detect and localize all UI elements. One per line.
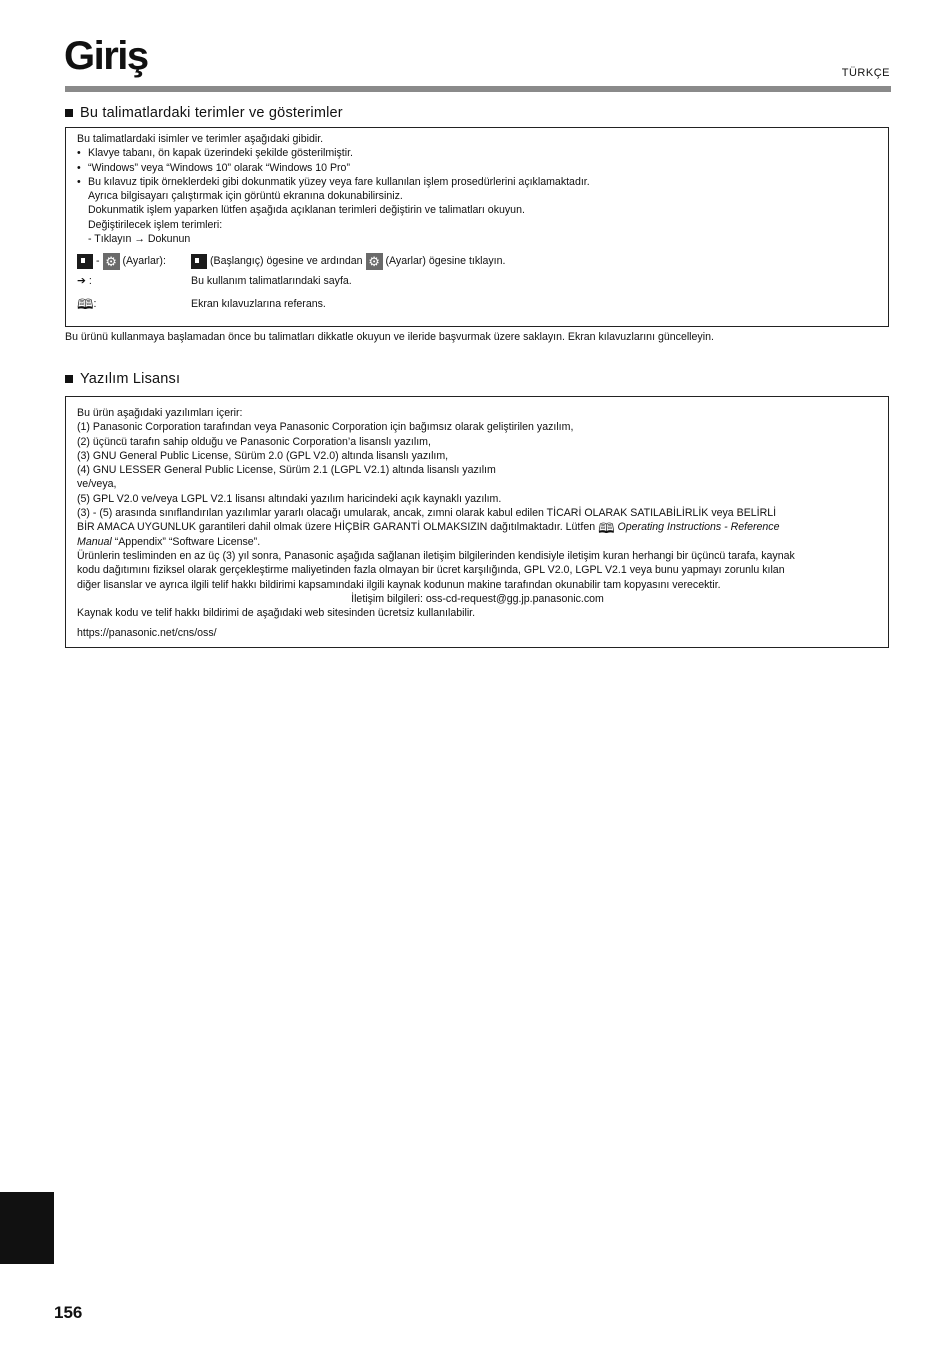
terms-touch-line-4: - Tıklayın → Dokunun xyxy=(88,233,191,246)
term-dash: - xyxy=(96,255,100,268)
term-settings-desc-b: (Ayarlar) ögesine tıklayın. xyxy=(385,255,506,268)
term-settings-desc-a: (Başlangıç) ögesine ve ardından xyxy=(210,255,363,268)
term-row-manual xyxy=(77,291,878,317)
license-line: (5) GPL V2.0 ve/veya LGPL V2.1 lisansı altındaki yazılım haricindeki açık kaynaklı yazılım. xyxy=(77,492,502,505)
terms-bullet-touchpad: • Bu kılavuz tipik örneklerdeki gibi dokunmatik yüzey veya fare kullanılan işlem prosedürlerini açıklamaktadır. xyxy=(77,175,878,189)
contact-info: İletişim bilgileri: oss-cd-request@gg.jp.panasonic.com xyxy=(351,592,604,605)
terms-intro: Bu talimatlardaki isimler ve terimler aşağıdaki gibidir. xyxy=(77,133,324,145)
term-manual-label: : xyxy=(93,298,97,311)
manual-reference-section: “Appendix” “Software License”. xyxy=(114,535,261,548)
license-line: diğer lisanslar ve ayrıca ilgili telif hakkı bildirimi kapsamındaki ilgili kaynak kodunun makine tarafından okunabilir tam kopyasını verecektir. xyxy=(77,578,721,591)
term-page-desc: Bu kullanım talimatlarındaki sayfa. xyxy=(191,275,352,288)
term-row-page xyxy=(77,271,878,291)
license-line xyxy=(77,520,878,534)
square-bullet-icon xyxy=(65,109,73,117)
windows-start-icon xyxy=(77,254,93,269)
terms-box xyxy=(65,127,889,327)
page-number: 156 xyxy=(54,1303,83,1322)
license-warranty-text: BİR AMACA UYGUNLUK garantileri dahil olmak üzere HİÇBİR GARANTİ OLMAKSIZIN dağıtılmaktadır. Lütfen xyxy=(77,521,596,534)
license-line: Bu ürün aşağıdaki yazılımları içerir: xyxy=(77,407,243,419)
settings-gear-icon: ⚙ xyxy=(366,253,383,270)
page-title: Giriş xyxy=(64,34,148,78)
license-box xyxy=(65,396,889,648)
settings-gear-icon: ⚙ xyxy=(103,253,120,270)
side-tab-marker xyxy=(0,1192,54,1264)
term-row-settings xyxy=(77,251,878,271)
oss-website-link[interactable]: https://panasonic.net/cns/oss/ xyxy=(77,627,217,640)
section-heading-terms xyxy=(65,105,343,121)
terms-bullet-keyboard: • Klavye tabanı, ön kapak üzerindeki şekilde gösterilmiştir. xyxy=(77,146,878,160)
section-heading-license xyxy=(65,371,180,387)
onscreen-manual-book-icon: 🕮 xyxy=(77,296,94,313)
manual-reference-title-end: Manual xyxy=(77,535,112,548)
terms-bullet-windows: • “Windows” veya “Windows 10” olarak “Windows 10 Pro” xyxy=(77,161,878,175)
license-line: (4) GNU LESSER General Public License, Sürüm 2.1 (LGPL V2.1) altında lisanslı yazılım xyxy=(77,464,496,477)
manual-reference-title: Operating Instructions - Reference xyxy=(617,521,780,534)
term-manual-desc: Ekran kılavuzlarına referans. xyxy=(191,298,326,311)
arrow-right-icon: ➔ : xyxy=(77,275,92,288)
license-line: (1) Panasonic Corporation tarafından veya Panasonic Corporation için bağımsız olarak geliştirilen yazılım, xyxy=(77,421,574,434)
terms-note: Bu ürünü kullanmaya başlamadan önce bu talimatları dikkatle okuyun ve ileride başvurmak üzere saklayın. Ekran kılavuzlarını güncelleyin. xyxy=(65,331,714,343)
license-line: Kaynak kodu ve telif hakkı bildirimi de aşağıdaki web sitesinden ücretsiz kullanılabilir. xyxy=(77,607,476,620)
license-line: (2) üçüncü tarafın sahip olduğu ve Panasonic Corporation’a lisanslı yazılım, xyxy=(77,435,431,448)
license-line: ve/veya, xyxy=(77,478,117,491)
license-line: (3) GNU General Public License, Sürüm 2.0 (GPL V2.0) altında lisanslı yazılım, xyxy=(77,449,449,462)
terms-touch-line-2: Dokunmatik işlem yaparken lütfen aşağıda açıklanan terimleri değiştirin ve talimatları okuyun. xyxy=(88,204,525,217)
license-line: kodu dağıtımını fiziksel olarak gerçekleştirme maliyetinden fazla olmayan bir ücret karşılığında, GPL V2.0, LGPL V2.1 veya bunu yapmayı zorunlu kılan xyxy=(77,564,785,577)
onscreen-manual-book-icon: 🕮 xyxy=(598,519,615,536)
square-bullet-icon xyxy=(65,375,73,383)
section-heading-license-text: Yazılım Lisansı xyxy=(80,371,181,387)
terms-touch-line-1: Ayrıca bilgisayarı çalıştırmak için görüntü ekranına dokunabilirsiniz. xyxy=(88,190,403,203)
license-line: (3) - (5) arasında sınıflandırılan yazılımlar yararlı olacağı umularak, ancak, zımni olarak kabul edilen TİCARİ OLARAK SATILABİLİRLİK veya BELİRLİ xyxy=(77,507,777,520)
license-line: Ürünlerin tesliminden en az üç (3) yıl sonra, Panasonic aşağıda sağlanan iletişim bilgilerinden kendisiyle iletişim kuran herhangi bir üçüncü tarafa, kaynak xyxy=(77,549,795,562)
section-heading-terms-text: Bu talimatlardaki terimler ve gösterimler xyxy=(80,105,343,121)
term-settings-label: (Ayarlar): xyxy=(122,255,166,268)
title-rule xyxy=(65,86,891,92)
terms-touch-line-3: Değiştirilecek işlem terimleri: xyxy=(88,218,223,231)
language-label: TÜRKÇE xyxy=(841,67,890,79)
license-line xyxy=(77,535,878,549)
windows-start-icon xyxy=(191,254,207,269)
